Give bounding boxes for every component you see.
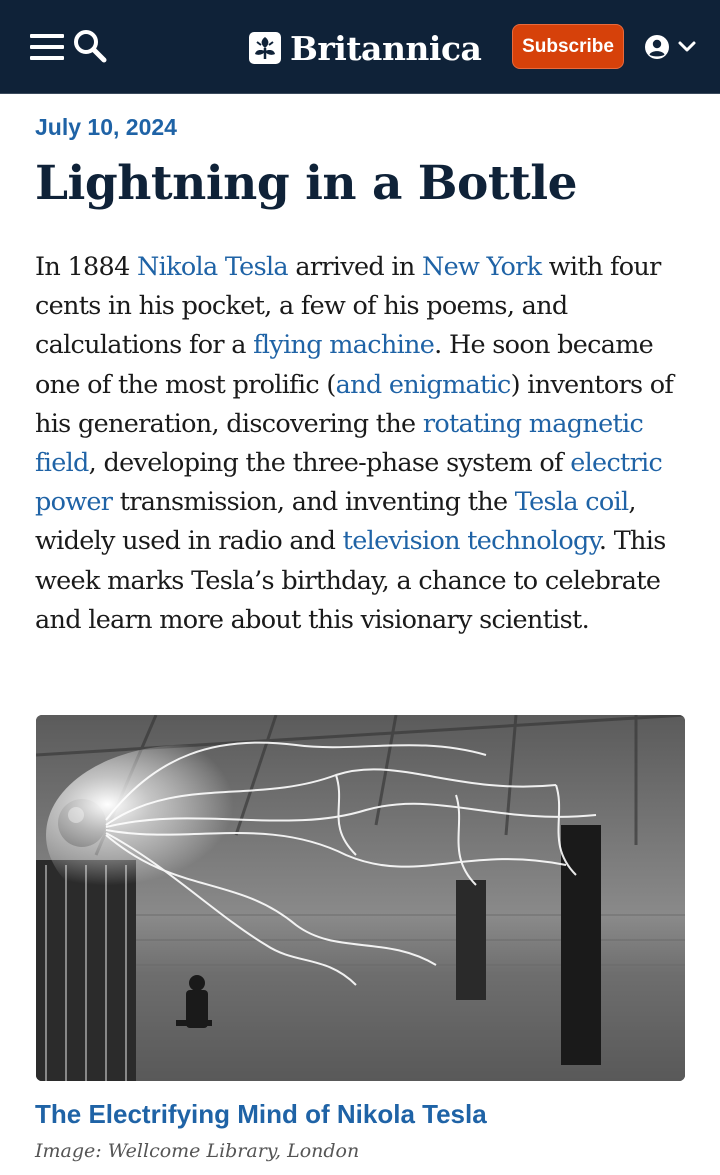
article-title: Lightning in a Bottle [35, 156, 578, 211]
article-link[interactable]: Tesla coil [514, 487, 629, 518]
britannica-logo[interactable] [248, 28, 481, 68]
article-text: ) inventors of his generation, discovering the [35, 369, 674, 439]
article-link[interactable]: television technology [342, 526, 599, 557]
article-text: , developing the three-phase system of [88, 448, 571, 479]
article-date: July 10, 2024 [35, 114, 177, 140]
user-icon [644, 34, 670, 60]
article-link[interactable]: Nikola Tesla [137, 252, 288, 282]
article-body [35, 248, 685, 640]
thistle-logo-icon [248, 31, 282, 65]
menu-icon[interactable] [30, 34, 64, 60]
article-link[interactable]: flying machine [253, 330, 435, 361]
article-link[interactable]: and enigmatic [335, 369, 511, 400]
image-credit: Image: Wellcome Library, London [35, 1140, 360, 1162]
account-menu[interactable] [644, 33, 700, 61]
article-text: with four cents in his pocket, a few of his poems, and calculations for a [35, 252, 661, 361]
article-link[interactable]: rotating magnetic field [35, 408, 644, 479]
top-navigation-bar [0, 0, 720, 94]
image-caption-link[interactable]: The Electrifying Mind of Nikola Tesla [35, 1099, 487, 1129]
article-text: In 1884 [35, 252, 138, 282]
article-link[interactable]: New York [421, 252, 542, 282]
search-icon[interactable] [72, 28, 108, 64]
chevron-down-icon [676, 36, 698, 58]
article-text: arrived in [287, 252, 422, 282]
article-text: . This week marks Tesla’s birthday, a chance to celebrate and learn more about this visionary scientist. [35, 526, 666, 635]
article-text: transmission, and inventing the [112, 487, 515, 518]
brand-name: Britannica [290, 28, 482, 68]
lightning-photo-illustration [36, 715, 685, 1081]
article-text: . He soon became one of the most prolific ( [35, 330, 654, 400]
tesla-lab-photo[interactable] [36, 715, 685, 1081]
article-text: , widely used in radio and [35, 487, 636, 557]
subscribe-button[interactable]: Subscribe [512, 24, 624, 69]
article-link[interactable]: electric power [35, 448, 663, 518]
